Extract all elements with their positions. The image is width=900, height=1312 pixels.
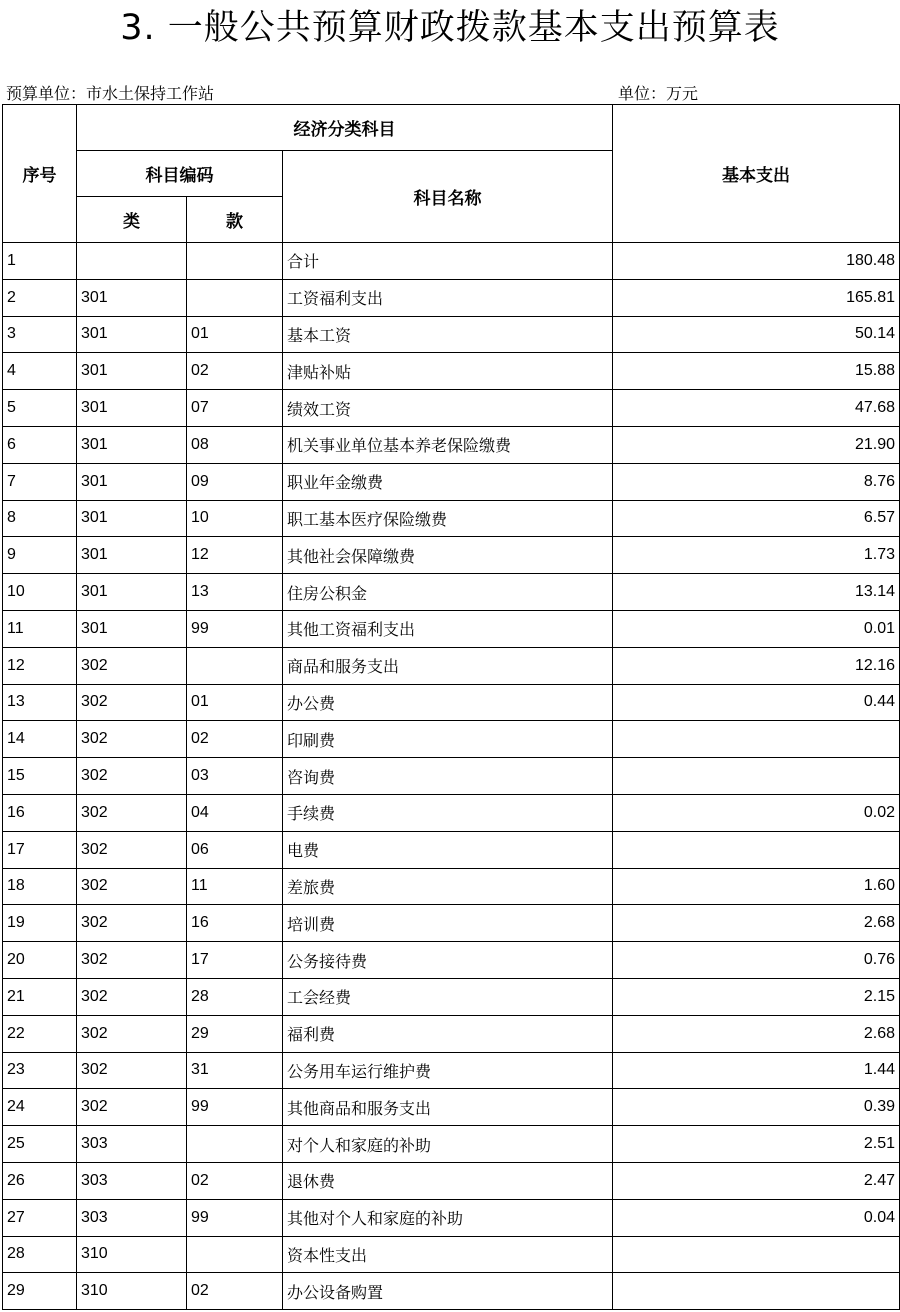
row-category-cell: 302 [77,868,187,905]
row-amount-cell [613,1236,900,1273]
row-seq-cell: 24 [3,1089,77,1126]
row-seq-cell: 25 [3,1126,77,1163]
row-amount-cell: 0.04 [613,1199,900,1236]
table-row [3,574,900,611]
row-name-cell: 公务接待费 [283,942,613,979]
header-subject-code: 科目编码 [77,151,283,197]
row-amount-cell [613,721,900,758]
row-seq-cell: 18 [3,868,77,905]
row-name-cell: 培训费 [283,905,613,942]
table-row [3,905,900,942]
table-row [3,537,900,574]
row-amount-cell: 0.44 [613,684,900,721]
row-amount-cell: 2.51 [613,1126,900,1163]
row-category-cell: 302 [77,647,187,684]
header-subject-name: 科目名称 [283,151,613,243]
table-row [3,684,900,721]
row-category-cell: 303 [77,1126,187,1163]
row-amount-cell: 2.47 [613,1162,900,1199]
row-item-cell: 13 [187,574,283,611]
row-seq-cell: 8 [3,500,77,537]
row-amount-cell: 0.01 [613,610,900,647]
row-seq-cell: 29 [3,1273,77,1310]
row-item-cell: 02 [187,353,283,390]
row-name-cell: 资本性支出 [283,1236,613,1273]
row-seq-cell: 23 [3,1052,77,1089]
row-category-cell: 302 [77,1015,187,1052]
table-row [3,316,900,353]
table-row [3,463,900,500]
row-name-cell: 福利费 [283,1015,613,1052]
table-row [3,390,900,427]
row-item-cell: 04 [187,794,283,831]
table-row [3,1162,900,1199]
row-name-cell: 商品和服务支出 [283,647,613,684]
table-row [3,1273,900,1310]
row-amount-cell: 47.68 [613,390,900,427]
row-item-cell: 17 [187,942,283,979]
row-item-cell: 99 [187,1089,283,1126]
table-row [3,942,900,979]
row-name-cell: 其他社会保障缴费 [283,537,613,574]
row-seq-cell: 19 [3,905,77,942]
row-amount-cell: 13.14 [613,574,900,611]
row-seq-cell: 27 [3,1199,77,1236]
table-row [3,647,900,684]
row-seq-cell: 28 [3,1236,77,1273]
row-amount-cell: 6.57 [613,500,900,537]
row-seq-cell: 17 [3,831,77,868]
row-seq-cell: 2 [3,279,77,316]
row-amount-cell [613,758,900,795]
row-seq-cell: 22 [3,1015,77,1052]
table-body [3,243,900,1310]
row-item-cell [187,243,283,280]
row-item-cell: 02 [187,1273,283,1310]
row-category-cell: 302 [77,942,187,979]
row-name-cell: 退休费 [283,1162,613,1199]
row-seq-cell: 3 [3,316,77,353]
row-item-cell: 11 [187,868,283,905]
row-name-cell: 电费 [283,831,613,868]
row-seq-cell: 15 [3,758,77,795]
row-item-cell: 01 [187,316,283,353]
row-item-cell [187,1126,283,1163]
row-category-cell: 301 [77,463,187,500]
row-item-cell: 01 [187,684,283,721]
row-seq-cell: 9 [3,537,77,574]
row-amount-cell: 8.76 [613,463,900,500]
row-name-cell: 基本工资 [283,316,613,353]
row-seq-cell: 20 [3,942,77,979]
row-name-cell: 手续费 [283,794,613,831]
row-category-cell [77,243,187,280]
row-item-cell: 99 [187,1199,283,1236]
row-seq-cell: 5 [3,390,77,427]
row-name-cell: 机关事业单位基本养老保险缴费 [283,426,613,463]
row-item-cell: 02 [187,1162,283,1199]
row-name-cell: 印刷费 [283,721,613,758]
row-category-cell: 302 [77,905,187,942]
row-amount-cell: 2.15 [613,978,900,1015]
table-row [3,794,900,831]
row-category-cell: 302 [77,1052,187,1089]
budget-unit-label: 预算单位：市水土保持工作站 [6,84,215,103]
row-name-cell: 其他商品和服务支出 [283,1089,613,1126]
table-row [3,1126,900,1163]
table-row [3,353,900,390]
row-amount-cell: 2.68 [613,1015,900,1052]
row-category-cell: 301 [77,610,187,647]
row-seq-cell: 11 [3,610,77,647]
row-item-cell [187,647,283,684]
table-row [3,831,900,868]
row-seq-cell: 14 [3,721,77,758]
row-amount-cell [613,831,900,868]
row-amount-cell [613,1273,900,1310]
row-category-cell: 301 [77,279,187,316]
row-category-cell: 302 [77,1089,187,1126]
row-seq-cell: 21 [3,978,77,1015]
row-category-cell: 302 [77,721,187,758]
row-name-cell: 公务用车运行维护费 [283,1052,613,1089]
budget-table [2,104,900,1310]
table-row [3,1236,900,1273]
row-amount-cell: 165.81 [613,279,900,316]
row-amount-cell: 0.02 [613,794,900,831]
row-item-cell [187,279,283,316]
row-category-cell: 301 [77,390,187,427]
row-seq-cell: 12 [3,647,77,684]
row-item-cell: 12 [187,537,283,574]
row-amount-cell: 2.68 [613,905,900,942]
row-category-cell: 301 [77,316,187,353]
row-name-cell: 其他工资福利支出 [283,610,613,647]
row-amount-cell: 180.48 [613,243,900,280]
row-item-cell: 03 [187,758,283,795]
header-item: 款 [187,197,283,243]
header-econ-category: 经济分类科目 [77,105,613,151]
row-category-cell: 302 [77,978,187,1015]
row-name-cell: 绩效工资 [283,390,613,427]
row-name-cell: 办公设备购置 [283,1273,613,1310]
table-row [3,426,900,463]
row-seq-cell: 26 [3,1162,77,1199]
row-category-cell: 302 [77,794,187,831]
row-category-cell: 301 [77,353,187,390]
row-category-cell: 302 [77,831,187,868]
row-name-cell: 合计 [283,243,613,280]
currency-unit-label: 单位：万元 [618,84,699,103]
row-category-cell: 302 [77,758,187,795]
row-item-cell: 06 [187,831,283,868]
row-seq-cell: 16 [3,794,77,831]
row-category-cell: 310 [77,1273,187,1310]
row-name-cell: 办公费 [283,684,613,721]
row-amount-cell: 50.14 [613,316,900,353]
row-name-cell: 工资福利支出 [283,279,613,316]
row-item-cell: 08 [187,426,283,463]
row-seq-cell: 13 [3,684,77,721]
row-amount-cell: 0.76 [613,942,900,979]
table-row [3,279,900,316]
table-row [3,243,900,280]
table-row [3,610,900,647]
row-category-cell: 310 [77,1236,187,1273]
header-basic-expenditure: 基本支出 [613,105,900,243]
row-category-cell: 301 [77,574,187,611]
row-name-cell: 咨询费 [283,758,613,795]
table-row [3,1015,900,1052]
table-row [3,1089,900,1126]
row-category-cell: 302 [77,684,187,721]
row-item-cell: 16 [187,905,283,942]
table-row [3,500,900,537]
table-row [3,758,900,795]
row-item-cell: 99 [187,610,283,647]
row-amount-cell: 21.90 [613,426,900,463]
row-name-cell: 津贴补贴 [283,353,613,390]
row-seq-cell: 6 [3,426,77,463]
table-row [3,978,900,1015]
table-row [3,1199,900,1236]
row-category-cell: 301 [77,537,187,574]
row-amount-cell: 1.60 [613,868,900,905]
row-name-cell: 对个人和家庭的补助 [283,1126,613,1163]
row-name-cell: 差旅费 [283,868,613,905]
row-seq-cell: 7 [3,463,77,500]
row-name-cell: 职工基本医疗保险缴费 [283,500,613,537]
page-title: 3. 一般公共预算财政拨款基本支出预算表 [120,8,780,48]
row-item-cell: 29 [187,1015,283,1052]
row-name-cell: 职业年金缴费 [283,463,613,500]
row-seq-cell: 1 [3,243,77,280]
row-name-cell: 其他对个人和家庭的补助 [283,1199,613,1236]
row-item-cell: 28 [187,978,283,1015]
row-amount-cell: 12.16 [613,647,900,684]
row-amount-cell: 1.73 [613,537,900,574]
header-seq: 序号 [3,105,77,243]
row-amount-cell: 0.39 [613,1089,900,1126]
row-name-cell: 住房公积金 [283,574,613,611]
header-category: 类 [77,197,187,243]
row-item-cell: 10 [187,500,283,537]
table-row [3,1052,900,1089]
row-item-cell: 31 [187,1052,283,1089]
row-seq-cell: 4 [3,353,77,390]
table-row [3,868,900,905]
table-row [3,721,900,758]
row-item-cell: 02 [187,721,283,758]
row-item-cell: 09 [187,463,283,500]
row-category-cell: 303 [77,1199,187,1236]
row-amount-cell: 15.88 [613,353,900,390]
row-amount-cell: 1.44 [613,1052,900,1089]
row-category-cell: 303 [77,1162,187,1199]
row-item-cell: 07 [187,390,283,427]
row-category-cell: 301 [77,426,187,463]
row-item-cell [187,1236,283,1273]
row-seq-cell: 10 [3,574,77,611]
row-name-cell: 工会经费 [283,978,613,1015]
row-category-cell: 301 [77,500,187,537]
